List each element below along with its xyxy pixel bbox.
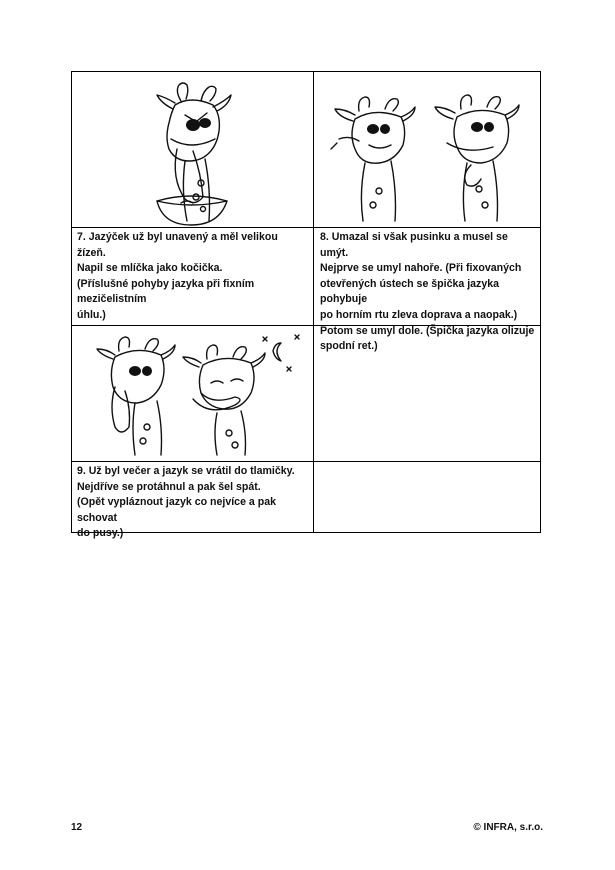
exercise-8-text [320, 230, 538, 355]
table-border-right [540, 71, 541, 533]
exercise-8-line-5: Potom se umyl dole. (Špička jazyka olizuje [320, 324, 535, 337]
table-border-left [71, 71, 72, 533]
exercise-9-line-2: Nejdříve se protáhnul a pak šel spát. [77, 480, 261, 493]
exercise-7-line-2: Napil se mlíčka jako kočička. [77, 262, 223, 275]
exercise-7-text [77, 230, 309, 324]
table-divider-center [313, 71, 314, 533]
copyright-notice: © INFRA, s.r.o. [473, 822, 543, 833]
table-rule-row2-mid [71, 461, 541, 462]
exercise-7-line-3: (Příslušné pohyby jazyka při fixním mezičelistním [77, 277, 255, 306]
exercise-9-text [77, 464, 309, 542]
giraffes-licking-lips-illustration [329, 93, 529, 223]
exercise-table [71, 71, 541, 540]
exercise-8-line-1: 8. Umazal si však pusinku a musel se umýt. [320, 231, 508, 259]
exercise-8-line-6: spodní ret.) [320, 340, 378, 353]
exercise-9-line-4: do pusy.) [77, 527, 124, 540]
exercise-8-line-4: po horním rtu zleva doprava a naopak.) [320, 308, 518, 321]
giraffes-sleeping-illustration [95, 329, 309, 457]
page-number: 12 [71, 822, 83, 833]
exercise-9-line-1: 9. Už byl večer a jazyk se vrátil do tlamičky. [77, 465, 295, 477]
table-rule-row1-mid [71, 227, 541, 228]
exercise-7-line-1: 7. Jazýček už byl unavený a měl velikou žízeň. [77, 231, 278, 259]
giraffe-drinking-illustration [141, 79, 241, 227]
exercise-7-line-4: úhlu.) [77, 308, 106, 321]
exercise-8-line-2: Nejprve se umyl nahoře. (Při fixovaných [320, 262, 522, 275]
exercise-8-line-3: otevřených ústech se špička jazyka pohybuje [320, 277, 500, 306]
table-border-top [71, 71, 541, 72]
exercise-9-line-3: (Opět vypláznout jazyk co nejvíce a pak schovat [77, 496, 276, 524]
